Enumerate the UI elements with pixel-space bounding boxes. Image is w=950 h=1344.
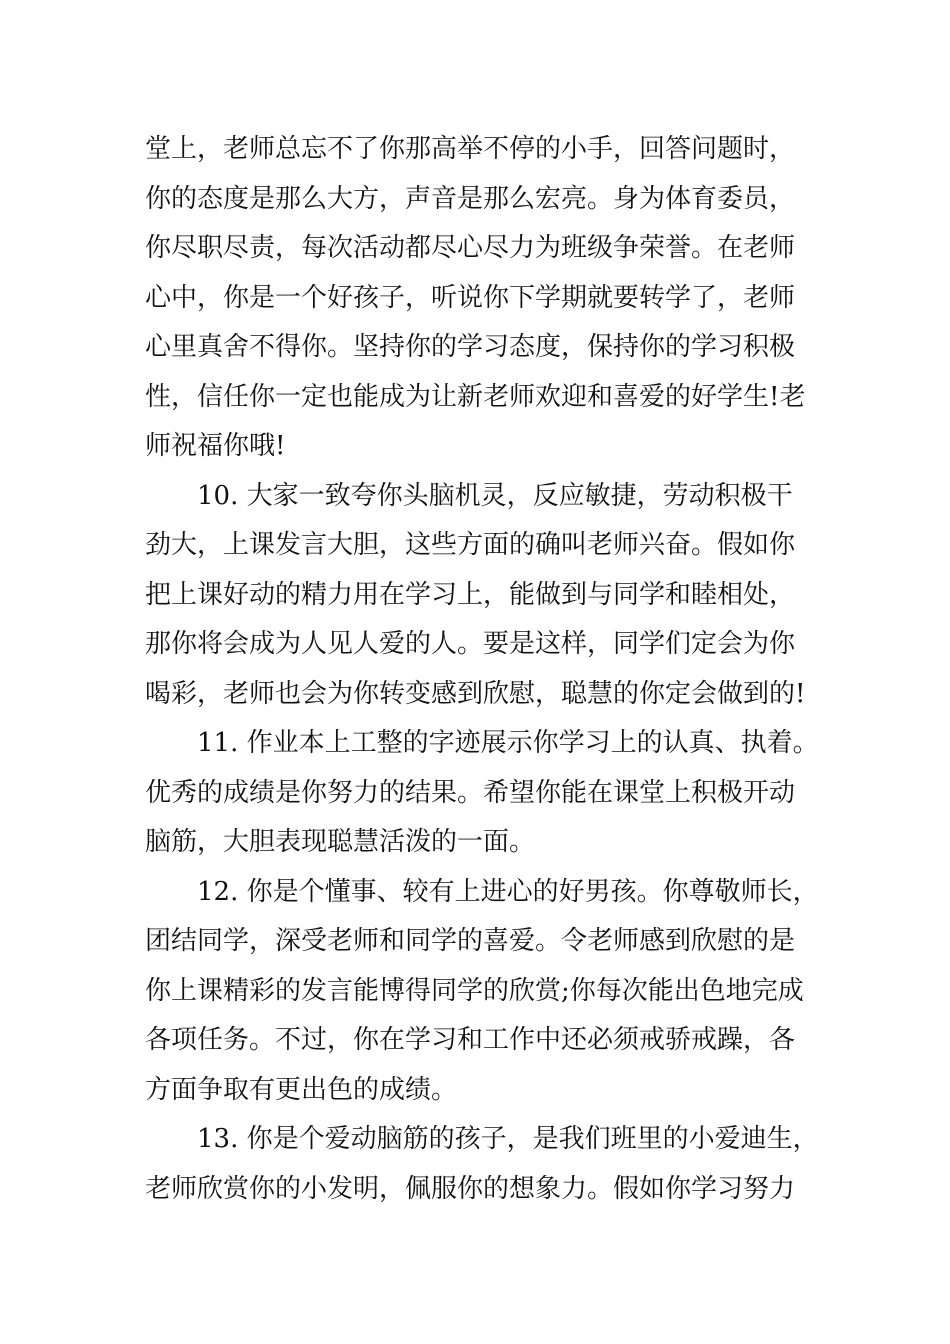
paragraph-13 [145,1115,835,1214]
text-line: 13. 你是个爱动脑筋的孩子，是我们班里的小爱迪生， [197,1124,819,1154]
text-line: 劲大，上课发言大胆，这些方面的确叫老师兴奋。假如你 [145,530,796,560]
text-line: 12. 你是个懂事、较有上进心的好男孩。你尊敬师长， [197,876,819,907]
text-line: 你上课精彩的发言能博得同学的欣赏;你每次能出色地完成 [145,975,804,1006]
paragraph-9-continued [145,125,835,472]
text-line: 心里真舍不得你。坚持你的学习态度，保持你的学习积极 [145,332,796,362]
paragraph-12 [145,868,835,1116]
text-line: 优秀的成绩是你努力的结果。希望你能在课堂上积极开动 [145,777,796,808]
text-line: 10. 大家一致夸你头脑机灵，反应敏捷，劳动积极干 [197,480,793,511]
text-line: 性，信任你一定也能成为让新老师欢迎和喜爱的好学生!老 [145,381,806,412]
text-line: 你尽职尽责，每次活动都尽心尽力为班级争荣誉。在老师 [145,233,796,263]
text-line: 方面争取有更出色的成绩。 [145,1074,458,1105]
paragraph-10 [145,472,835,720]
text-line: 老师欣赏你的小发明，佩服你的想象力。假如你学习努力 [145,1173,796,1204]
document-body [145,125,835,1214]
text-line: 心中，你是一个好孩子，听说你下学期就要转学了，老师 [145,282,796,313]
text-line: 堂上，老师总忘不了你那高举不停的小手，回答问题时， [145,134,796,164]
text-line: 团结同学，深受老师和同学的喜爱。令老师感到欣慰的是 [145,926,796,956]
text-line: 那你将会成为人见人爱的人。要是这样，同学们定会为你 [145,629,796,659]
text-line: 各项任务。不过，你在学习和工作中还必须戒骄戒躁，各 [145,1025,796,1055]
text-line: 11. 作业本上工整的字迹展示你学习上的认真、执着。 [197,728,819,758]
text-line: 脑筋，大胆表现聪慧活泼的一面。 [145,827,536,857]
paragraph-11 [145,719,835,868]
text-line: 把上课好动的精力用在学习上，能做到与同学和睦相处， [145,579,796,610]
text-line: 你的态度是那么大方，声音是那么宏亮。身为体育委员， [145,183,796,214]
text-line: 师祝福你哦! [145,431,286,461]
text-line: 喝彩，老师也会为你转变感到欣慰，聪慧的你定会做到的! [145,678,806,709]
